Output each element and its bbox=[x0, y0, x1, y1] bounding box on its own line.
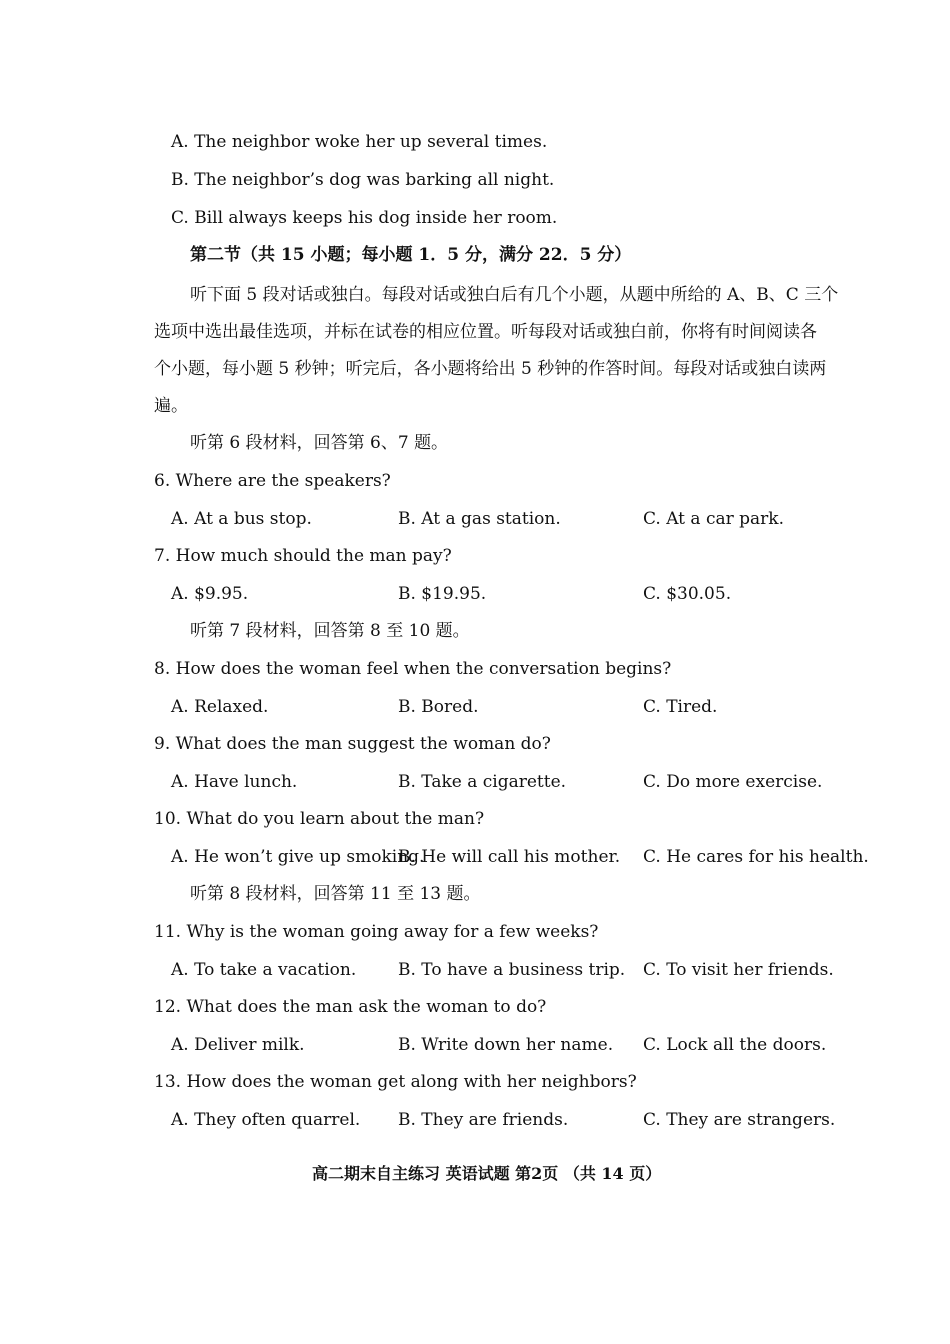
section-title: 第二节（共 15 小题；每小题 1．5 分，满分 22．5 分） bbox=[190, 245, 632, 265]
instruction-text: 选项中选出最佳选项，并标在试卷的相应位置。听每段对话或独白前，你将有时间阅读各 bbox=[154, 322, 817, 342]
option-a: A. The neighbor woke her up several times. bbox=[171, 132, 548, 152]
instruction-text: 听下面 5 段对话或独白。每段对话或独白后有几个小题，从题中所给的 A、B、C 三个 bbox=[190, 285, 839, 305]
question-10-option-b: B. He will call his mother. bbox=[398, 847, 621, 867]
question-10-option-c: C. He cares for his health. bbox=[643, 847, 869, 867]
question-6-option-c: C. At a car park. bbox=[643, 509, 784, 529]
question-11-option-b: B. To have a business trip. bbox=[398, 960, 626, 980]
question-9-option-b: B. Take a cigarette. bbox=[398, 772, 567, 792]
question-9-stem: 9. What does the man suggest the woman do? bbox=[154, 734, 551, 754]
question-13-option-b: B. They are friends. bbox=[398, 1110, 569, 1130]
question-11-stem: 11. Why is the woman going away for a few weeks? bbox=[154, 922, 599, 942]
question-12-option-a: A. Deliver milk. bbox=[171, 1035, 305, 1055]
question-10-option-a: A. He won’t give up smoking. bbox=[171, 847, 425, 867]
question-7-option-a: A. $9.95. bbox=[171, 584, 249, 604]
option-b: B. The neighbor’s dog was barking all night. bbox=[171, 170, 555, 190]
question-8-option-c: C. Tired. bbox=[643, 697, 718, 717]
question-13-option-c: C. They are strangers. bbox=[643, 1110, 836, 1130]
question-10-stem: 10. What do you learn about the man? bbox=[154, 809, 485, 829]
question-9-option-a: A. Have lunch. bbox=[171, 772, 298, 792]
question-8-option-a: A. Relaxed. bbox=[171, 697, 269, 717]
question-13-option-a: A. They often quarrel. bbox=[171, 1110, 361, 1130]
question-8-stem: 8. How does the woman feel when the conversation begins? bbox=[154, 659, 672, 679]
question-6-option-b: B. At a gas station. bbox=[398, 509, 561, 529]
question-11-option-c: C. To visit her friends. bbox=[643, 960, 834, 980]
question-8-option-b: B. Bored. bbox=[398, 697, 479, 717]
question-7-option-c: C. $30.05. bbox=[643, 584, 732, 604]
question-13-stem: 13. How does the woman get along with her neighbors? bbox=[154, 1072, 637, 1092]
material-6-label: 听第 6 段材料，回答第 6、7 题。 bbox=[190, 433, 449, 453]
instruction-text: 遍。 bbox=[154, 396, 188, 416]
question-9-option-c: C. Do more exercise. bbox=[643, 772, 823, 792]
material-7-label: 听第 7 段材料，回答第 8 至 10 题。 bbox=[190, 621, 470, 641]
material-8-label: 听第 8 段材料，回答第 11 至 13 题。 bbox=[190, 884, 481, 904]
question-6-stem: 6. Where are the speakers? bbox=[154, 471, 391, 491]
question-6-option-a: A. At a bus stop. bbox=[171, 509, 312, 529]
instruction-text: 个小题，每小题 5 秒钟；听完后，各小题将给出 5 秒钟的作答时间。每段对话或独白读两 bbox=[154, 359, 827, 379]
footer-text: 高二期末自主练习 英语试题 第2页 （共 14 页） bbox=[312, 1164, 662, 1183]
question-7-stem: 7. How much should the man pay? bbox=[154, 546, 452, 566]
option-c: C. Bill always keeps his dog inside her room. bbox=[171, 208, 558, 228]
question-12-option-c: C. Lock all the doors. bbox=[643, 1035, 827, 1055]
question-7-option-b: B. $19.95. bbox=[398, 584, 487, 604]
question-11-option-a: A. To take a vacation. bbox=[171, 960, 357, 980]
question-12-stem: 12. What does the man ask the woman to do? bbox=[154, 997, 547, 1017]
question-12-option-b: B. Write down her name. bbox=[398, 1035, 614, 1055]
